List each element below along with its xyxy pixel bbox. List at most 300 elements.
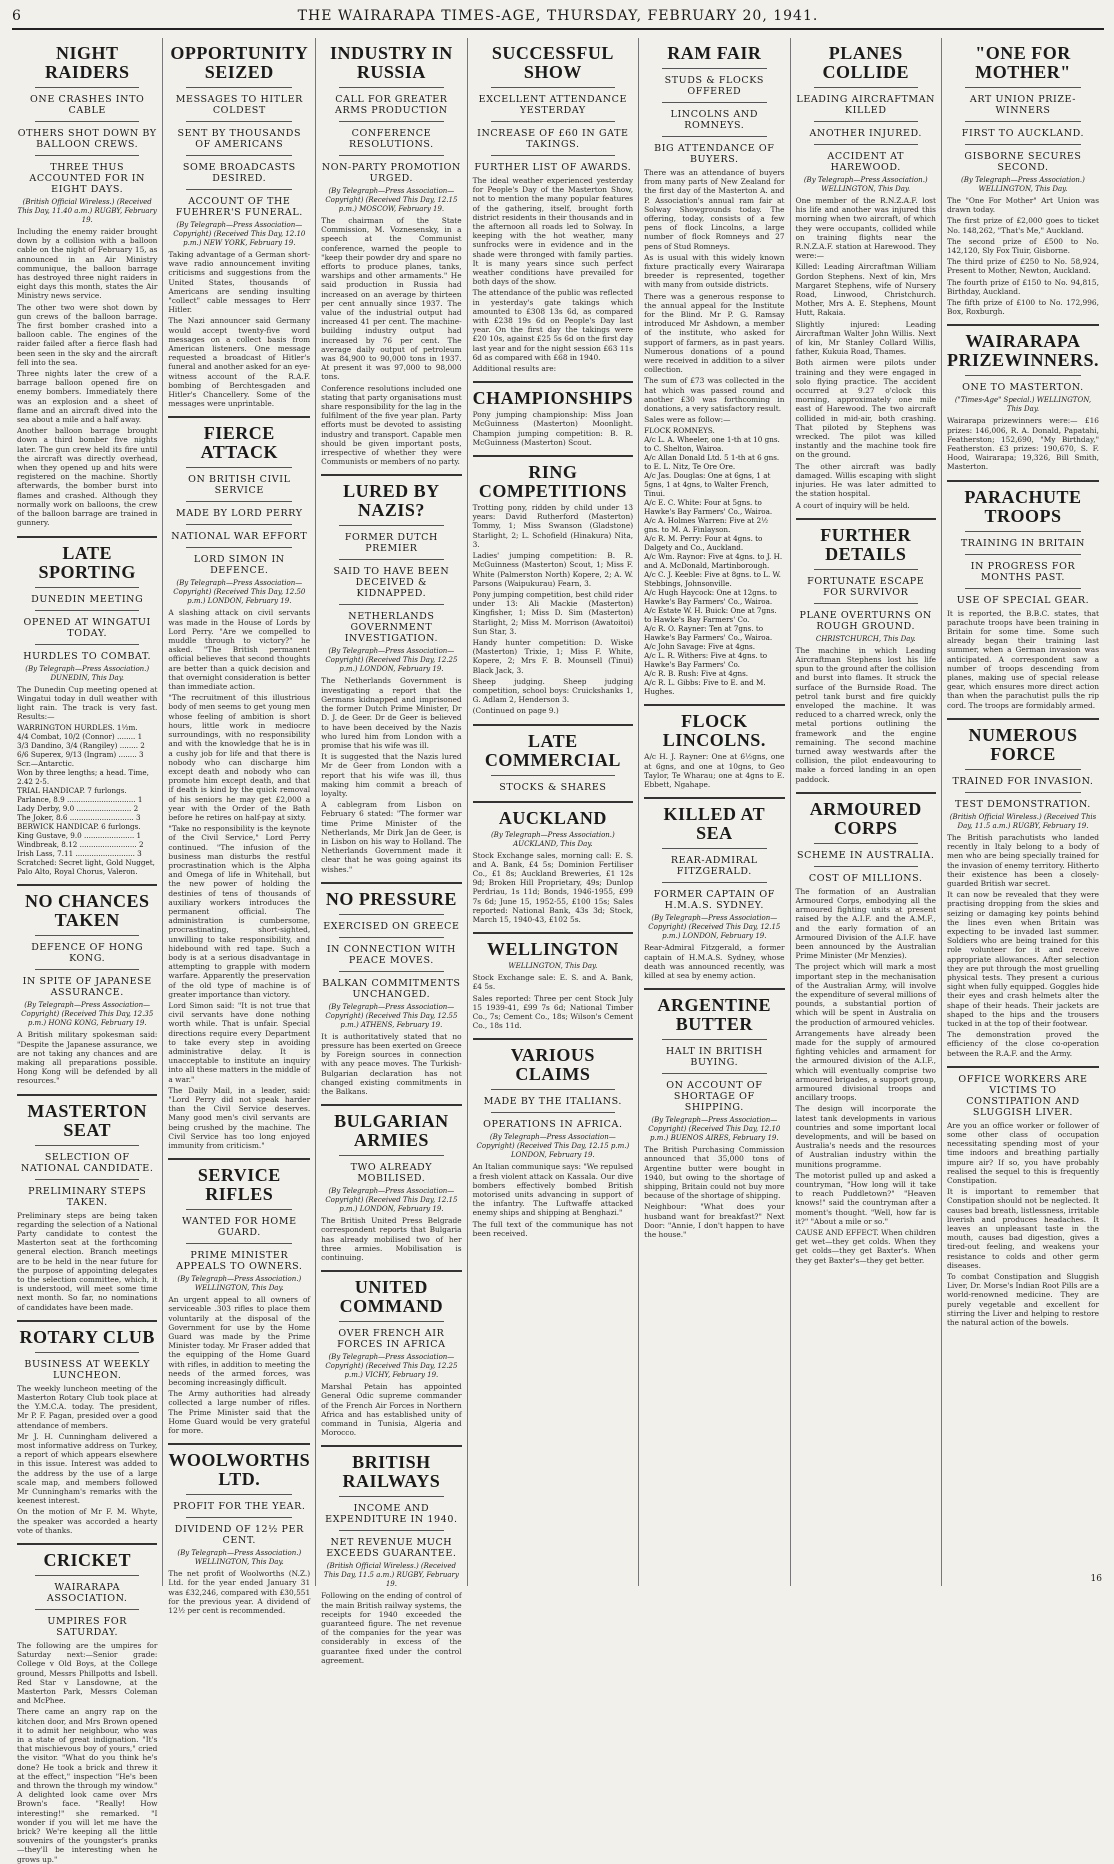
subhead-rule [186, 155, 292, 156]
article [644, 797, 784, 980]
subhead-rule [186, 189, 292, 190]
subhead-rule [814, 866, 918, 867]
body-paragraph: The motorist pulled up and asked a countryman, "How long will it take to reach Puddletown?" "Heaven knows!" said the countryman after a moment's thought. "Well, how far is it?" "About a mile or so." [795, 1170, 936, 1226]
body-paragraph: The Netherlands Government is investigating a report that the Germans kidnapped and imprisoned the former Dutch Prime Minister, Dr D. J. de Geer. Dr de Geer is believed to have been deceived by the Nazis who lured him from London with a promise that his wife was ill. [321, 676, 462, 750]
body-paragraph: Stock Exchange sales, morning call: E. S. and A. Bank, £4 5s; Dominion Fertiliser Co., £1 8s; Auckland Breweries, £1 12s 9d; Broken Hill Proprietary, 49s; Dunlop Perdriau, 1s 11d; Bonds, 1946-1955, £99 7s 6d; June 15, 1952-55, £100 15s; Sales reported: National Bank, 43s 3d; Stock, March 15, 1940-43, £102 5s. [472, 850, 634, 924]
subhead-rule [339, 1321, 443, 1322]
subhead-rule [814, 843, 918, 844]
section-divider [473, 724, 634, 726]
column-5 [639, 38, 790, 1586]
headline: KILLED AT SEA [663, 804, 766, 844]
body-paragraph: Three nights later the crew of a barrage balloon opened fire on enemy bombers. Immediately there was an explosion and a sheet of flame and an aircraft dived into the sea about a mile and a half away. [17, 369, 158, 425]
subheadline: DUNEDIN MEETING [31, 593, 144, 605]
body-paragraph: The following are the umpires for Saturday next:—Senior grade: College v Old Boys, at the College ground, Messrs Phillpotts and Isbell. Red Star v Lansdowne, at the Masterton Park, Messrs Coleman and McPhee. [17, 1641, 158, 1706]
subheadline: FORTUNATE ESCAPE FOR SURVIVOR [807, 575, 925, 598]
subhead-rule [965, 87, 1081, 88]
subhead-rule [339, 914, 443, 915]
body-paragraph: The design will incorporate the latest tank developments in various countries and some important local developments, and will be based on Australia's needs and the resources of Australian industry within the munitions programme. [795, 1104, 936, 1169]
subheadline: PLANE OVERTURNS ON ROUGH GROUND. [799, 609, 932, 632]
subheadline: LEADING AIRCRAFTMAN KILLED [796, 94, 936, 116]
dateline: (British Official Wireless.) (Received This Day, 11.5 a.m.) RUGBY, February 19. [949, 812, 1097, 830]
body-paragraph: The fourth prize of £150 to No. 94,815, Birthday, Auckland. [946, 277, 1099, 296]
dateline: (By Telegraph—Press Association—Copyright) (Received This Day, 12.15 p.m.) LONDON, February 19. [476, 1133, 630, 1160]
subheadline: STUDS & FLOCKS OFFERED [664, 75, 765, 97]
result-line: A/c Estate W. H. Buick: One at 7gns. to Hawke's Bay Farmers' Co. [644, 606, 777, 625]
dateline: (By Telegraph—Press Association.) DUNEDIN, This Day. [25, 664, 150, 682]
result-line: Lady Derby, 9.0 ........................ 2 [17, 804, 139, 814]
subheadline: ACCOUNT OF THE FUEHRER'S FUNERAL. [175, 196, 303, 218]
subhead-rule [35, 121, 139, 122]
subheadline: REAR-ADMIRAL FITZGERALD. [670, 855, 758, 878]
result-line: A/c Wm. Raynor: Five at 4gns. to J. H. and A. McDonald, Martinborough. [644, 552, 783, 571]
headline: PARACHUTE TROOPS [964, 486, 1082, 526]
section-divider [473, 801, 634, 803]
dateline: (British Official Wireless.) (Received This Day, 11.5 a.m.) RUGBY, February 19. [323, 1562, 459, 1589]
article [321, 44, 461, 466]
subhead-rule [35, 1145, 139, 1146]
dateline: (By Telegraph—Press Association.) AUCKLAND, This Day. [490, 830, 615, 848]
section-divider [168, 1443, 310, 1445]
subheadline: EXERCISED ON GREECE [323, 920, 460, 932]
result-line: 3/3 Dandino, 3/4 (Rangiley) ........ 2 [17, 741, 145, 751]
article [947, 324, 1099, 471]
headline: PLANES COLLIDE [822, 43, 909, 82]
article [17, 536, 157, 877]
headline: NUMEROUS FORCE [968, 724, 1078, 764]
subhead-rule [35, 87, 139, 88]
subhead-rule [186, 524, 292, 525]
body-paragraph: Conference resolutions included one stating that party organisations must share responsibility for the lag in the fulfilment of the five year plan. Party efforts must be devoted to assisting industry and transport. Capable men should be given important posts, irrespective of whether they were Communists or members of no party. [321, 383, 462, 467]
body-paragraph: Rear-Admiral Fitzgerald, a former captain of H.M.A.S. Sydney, whose death was announced recently, was killed at sea by enemy action. [644, 943, 785, 980]
dateline: (By Telegraph—Press Association—Copyright) (Received This Day, 12.55 p.m.) ATHENS, February 19. [325, 1002, 458, 1029]
dateline: (By Telegraph—Press Association.) WELLINGTON, This Day. [177, 1549, 302, 1567]
body-paragraph: "Take no responsibility is the keynote of the Civil Service," Lord Perry continued. "The infusion of the business man disturbs the restful procrastination which is the Alpha and Omega of life in Whitehall, but the new power of holding the destinies of tens of thousands of auxiliary workers introduces the permanent official. The administration is cumbersome, procrastinating, short-sighted, unwilling to take responsibility, and hidebound with red tape. Such a body is at a serious disadvantage in attempting to grapple with modern warfare. Apparently the preservation of the old type of machine is of greater importance than victory. [168, 824, 311, 999]
result-line: BERWICK HANDICAP. 6 furlongs. [17, 822, 141, 832]
subhead-rule [339, 1530, 443, 1531]
subhead-rule [186, 1494, 292, 1495]
body-paragraph: The fifth prize of £100 to No. 172,996, Box, Roxburgh. [946, 298, 1099, 317]
subheadline: NATIONAL WAR EFFORT [171, 531, 308, 543]
section-divider [796, 518, 936, 520]
subhead-rule [965, 144, 1081, 145]
results-list [17, 723, 157, 876]
subheadline: NET REVENUE MUCH EXCEEDS GUARANTEE. [326, 1537, 457, 1560]
article [796, 44, 936, 510]
body-paragraph: Ladies' jumping competition: B. R. McGuinness (Masterton) Scout, 1; Miss F. White (Palmerston North) Kopere, 2; A. W. Parsons (Waipukurau) Fearn, 3. [472, 551, 634, 588]
article [17, 44, 157, 528]
dateline: CHRISTCHURCH, This Day. [815, 634, 916, 643]
section-divider [796, 792, 936, 794]
subheadline: HURDLES TO COMBAT. [23, 650, 152, 662]
article [473, 724, 634, 793]
body-paragraph: Arrangements have already been made for the supply of armoured fighting vehicles and armament for the armoured division of the A.I.F., which will eventually comprise two armoured brigades, a support group, armoured divisional troops and ancillary troops. [795, 1028, 936, 1103]
masthead-title: THE WAIRARAPA TIMES-AGE, THURSDAY, FEBRUARY 20, 1941. [297, 8, 819, 24]
article [644, 988, 784, 1239]
result-line: Parlance, 8.9 .............................. 1 [17, 795, 143, 805]
headline: FLOCK LINCOLNS. [662, 711, 766, 751]
headline: ROTARY CLUB [19, 1326, 155, 1347]
dateline: (By Telegraph—Press Association—Copyright) (Received This Day, 12.15 p.m.) MOSCOW, February 19. [325, 187, 458, 213]
body-paragraph: The other two were shot down by gun crews of the balloon barrage. The first bomber crashed into a balloon cable. The engines of the raider failed after a fierce flash had been seen in the sky and the aircraft fell into the sea. [17, 302, 158, 367]
result-line: A/c Hugh Haycock: One at 12gns. to Hawke's Bay Farmers' Co., Wairoa. [644, 588, 777, 607]
subheadline: OPERATIONS IN AFRICA. [483, 1119, 623, 1131]
subheadline: ONE TO MASTERTON. [962, 382, 1084, 394]
body-paragraph: Stock Exchange sale: E. S. and A. Bank, £4 5s. [472, 973, 634, 992]
result-line: Won by three lengths; a head. Time, 2.42 2-5. [17, 768, 149, 787]
body-paragraph: The first prize of £2,000 goes to ticket No. 148,262, "That's Me," Auckland. [946, 216, 1099, 235]
body-paragraph: Preliminary steps are being taken regarding the selection of a National Party candidate to contest the Masterton seat at the forthcoming general election. Branch meetings are to be held in the near future for the purpose of appointing delegates to the selection committee, which, it is understood, will meet some time next month. So far, no nominations of candidates have been made. [17, 1210, 158, 1312]
body-paragraph: Wairarapa prizewinners were:— £16 prizes: 146,006, R. A. Donald, Papatahi, Featherston; 152,690, "My Birthday," Featherston. £3 prizes: 190,670, S. F. Hood, Wairarapa; 19,326, Bill Smith, Masterton. [946, 416, 1099, 472]
subhead-rule [491, 87, 616, 88]
headline: WAIRARAPA PRIZEWINNERS. [946, 331, 1099, 371]
subhead-rule [662, 68, 766, 69]
article [473, 44, 634, 373]
dateline: WELLINGTON, This Day. [508, 962, 598, 971]
subhead-rule [814, 603, 918, 604]
article [168, 416, 310, 1150]
subheadline: ON BRITISH CIVIL SERVICE [188, 474, 291, 497]
subhead-rule [186, 121, 292, 122]
subhead-rule [186, 501, 292, 502]
dateline: (By Telegraph—Press Association—Copyright) (Received This Day, 12.50 p.m.) LONDON, February 19. [173, 579, 306, 606]
subheadline: SENT BY THOUSANDS OF AMERICANS [177, 128, 302, 150]
subheadline: NON-PARTY PROMOTION URGED. [321, 162, 461, 184]
body-paragraph: A cablegram from Lisbon on February 6 stated: "The former war time Prime Minister of the Netherlands, Mr Dirk Jan de Geer, is in Lisbon on his way to Holland. The Netherlands Government made it clear that he was going against its wishes." [321, 800, 462, 874]
subheadline: PRELIMINARY STEPS TAKEN. [28, 1185, 147, 1208]
subhead-rule [965, 375, 1081, 376]
body-paragraph: Additional results are: [472, 364, 557, 374]
body-paragraph: It is reported, the B.B.C. states, that parachute troops have been training in Britain for some time. Some such already began their training last summer, when a German invasion was anticipated. A correspondent saw a number of troops descending from planes, making use of special release gear, which ensures more direct action than when the parachutist pulls the rip cord. The troops are formidably armed. [946, 608, 1099, 710]
subhead-rule [965, 588, 1081, 589]
result-line: A/c Jas. Douglas: One at 6gns, 1 at 5gns, 1 at 4gns, to Walter French, Tinui. [644, 471, 771, 499]
subhead-rule [662, 1039, 766, 1040]
article [17, 1543, 157, 1864]
result-line: A/c R. M. Perry: Four at 4gns. to Dalgety and Co., Auckland. [644, 534, 763, 553]
subheadline: OPENED AT WINGATUI TODAY. [23, 616, 151, 639]
dateline: (By Telegraph—Press Association.) WELLINGTON, This Day. [803, 176, 928, 193]
section-divider [321, 474, 461, 476]
subhead-rule [35, 1575, 139, 1576]
article [321, 882, 461, 1096]
dateline: (By Telegraph—Press Association—Copyright) (Received This Day, 12.10 p.m.) NEW YORK, February 19. [173, 221, 306, 247]
subheadline: EXCELLENT ATTENDANCE YESTERDAY [478, 94, 628, 116]
body-paragraph: Including the enemy raider brought down by a collision with a balloon cable on the night of February 15, as announced in an Air Ministry communique, the balloon barrage has destroyed three night raiders in eight days this month, states the Air Ministry news service. [17, 227, 158, 301]
body-paragraph: Handy hunter competition: D. Wiske (Masterton) Trixie, 1; Miss F. White, Kopere, 2; Mrs F. B. Mounsell (Tinui) Black Jack, 3. [472, 637, 634, 675]
headline: FURTHER DETAILS [820, 524, 912, 564]
result-line: Scr.—Antarctic. [17, 759, 75, 769]
dateline: (By Telegraph—Press Association.) WELLINGTON, This Day. [961, 176, 1085, 193]
section-divider [17, 1320, 157, 1322]
article [473, 381, 634, 447]
subheadline: SCHEME IN AUSTRALIA. [797, 849, 935, 861]
subheadline: TWO ALREADY MOBILISED. [350, 1162, 433, 1185]
article [644, 44, 784, 696]
section-divider [473, 455, 634, 457]
subheadline: WAIRARAPA ASSOCIATION. [46, 1582, 128, 1605]
headline: AUCKLAND [498, 807, 607, 828]
subheadline: FORMER DUTCH PREMIER [344, 532, 438, 555]
headline: NO PRESSURE [325, 888, 457, 909]
subhead-rule [339, 937, 443, 938]
subheadline: GISBORNE SECURES SECOND. [964, 151, 1082, 173]
subheadline: HALT IN BRITISH BUYING. [665, 1046, 763, 1069]
body-paragraph: The British United Press Belgrade correspondent reports that Bulgaria has already mobilised two of her three armies. Mobilisation is continuing. [321, 1216, 462, 1262]
dateline: (By Telegraph—Press Association—Copyright) (Received This Day, 12.15 p.m.) LONDON, February 19. [325, 1187, 458, 1214]
section-divider [168, 416, 310, 418]
subhead-rule [662, 102, 766, 103]
result-line: A/c E. C. White: Four at 5gns. to Hawke's Bay Farmers' Co., Wairoa. [644, 498, 773, 517]
column-3 [316, 38, 467, 1665]
article [947, 480, 1099, 710]
section-divider [473, 1038, 634, 1040]
result-line: A/c L. R. Withers: Five at 4gns. to Hawke's Bay Farmers' Co. [644, 651, 768, 670]
subheadline: LINCOLNS AND ROMNEYS. [670, 109, 759, 131]
headline: WOOLWORTHS LTD. [168, 1450, 311, 1490]
body-paragraph: Sales were as follow:— [644, 415, 731, 425]
subhead-rule [339, 121, 443, 122]
subheadline: WANTED FOR HOME GUARD. [181, 1216, 297, 1239]
body-paragraph: CAUSE AND EFFECT. When children get wet—they get colds. When they get colds—they get Baxter's. When they get Baxter's—they get better. [795, 1228, 936, 1265]
article [947, 44, 1099, 316]
subheadline: DIVIDEND OF 12½ PER CENT. [174, 1524, 304, 1547]
body-paragraph: There came an angry rap on the kitchen door, and Mrs Brown opened it to admit her neighbour, who was in a state of great indignation. "It's that mischievous boy of yours," cried the visitor. "What do you think he's done? He took a brick and threw it at the effect," inspection "He's been and thrown the through my window." A delighted look came over Mrs Brown's face. "Really! How interesting!" she remarked. "I wonder if you will let me have the brick? We're keeping all the little souvenirs of the youngster's pranks—they'll be interesting when he grows up." [17, 1707, 158, 1864]
subhead-rule [35, 644, 139, 645]
subheadline: SAID TO HAVE BEEN DECEIVED & KIDNAPPED. [333, 566, 450, 600]
headline: LATE SPORTING [38, 542, 136, 582]
subheadline: BALKAN COMMITMENTS UNCHANGED. [322, 977, 461, 1000]
body-paragraph: To combat Constipation and Sluggish Liver, Dr. Morse's Indian Root Pills are a world-renowned medicine. They are purely vegetable and excellent for stirring the Liver and helping to restore the natural action of the bowels. [946, 1272, 1099, 1328]
headline: UNITED COMMAND [339, 1277, 444, 1317]
dateline: (By Telegraph—Press Association—Copyright) (Received This Day, 12.35 p.m.) HONG KONG, February 19. [21, 1001, 154, 1028]
body-paragraph: Both airmen were pilots under training and they were engaged in solo flying practice. The accident occurred at 9.27 o'clock this morning, approximately one mile east of Harewood. The two aircraft collided in mid-air, both crashing. That piloted by Stephens was wrecked. The pilot was killed instantly and the machine took fire on the ground. [795, 358, 936, 460]
headline: LURED BY NAZIS? [343, 481, 440, 521]
article [473, 455, 634, 715]
headline: RING COMPETITIONS [478, 462, 627, 502]
dateline: (British Official Wireless.) (Received This Day, 11.40 a.m.) RUGBY, February 19. [17, 198, 157, 224]
result-line: FLOCK ROMNEYS. [644, 426, 715, 436]
dateline: ("Times-Age" Special.) WELLINGTON, This Day. [954, 396, 1092, 414]
subhead-rule [339, 1155, 443, 1156]
subhead-rule [186, 467, 292, 468]
result-line: King Gustave, 9.0 ...................... 1 [17, 831, 142, 841]
body-paragraph: It is suggested that the Nazis lured Mr de Geer from London with a report that his wife was ill, thus making him commit a breach of loyalty. [321, 752, 462, 798]
subhead-rule [186, 1243, 292, 1244]
section-divider [17, 1094, 157, 1096]
body-paragraph: Trotting pony, ridden by child under 13 years: David Rutherford (Masterton) Tommy, 1; Miss Swanson (Gladstone) Starlight, 2; L. Schofield (Hinakura) Nita, 3. [472, 503, 634, 549]
result-line: A/c John Savage: Five at 4gns. [644, 642, 756, 652]
headline: BULGARIAN ARMIES [334, 1111, 449, 1151]
article [168, 1158, 310, 1435]
body-paragraph: Another balloon barrage brought down a third bomber five nights later. The gun crew held its fire until the aircraft was directly overhead, when they opened up and hits were registered on the machine. Shortly afterwards, the bomber burst into flames and crashed. Although they normally work on balloons, the crew of the balloon barrage are trained in gunnery. [17, 426, 158, 528]
section-divider [17, 1543, 157, 1545]
body-paragraph: The ideal weather experienced yesterday for People's Day of the Masterton Show, not to mention the many popular features of the gathering, itself, brought forth district residents in their thousands and in the afternoon all roads led to Solway. In keeping with the hot weather, many sunfrocks were in evidence and in the shade were thronged with family parties. It is many years since such perfect weather conditions have prevailed for both days of the show. [472, 176, 634, 287]
headline: VARIOUS CLAIMS [510, 1045, 595, 1085]
subhead-rule [186, 1209, 292, 1210]
section-divider [644, 704, 784, 706]
subheadline: INCREASE OF £60 IN GATE TAKINGS. [477, 128, 629, 150]
headline: OPPORTUNITY SEIZED [170, 43, 309, 82]
body-paragraph: The demonstration proved the efficiency of the close co-operation between the R.A.F. and the Army. [946, 1030, 1099, 1058]
article [321, 1445, 461, 1665]
subheadline: UMPIRES FOR SATURDAY. [47, 1616, 128, 1639]
result-line: 4/4 Combat, 10/2 (Connor) ........ 1 [17, 732, 143, 742]
subhead-rule [491, 775, 616, 776]
subheadline: BUSINESS AT WEEKLY LUNCHEON. [24, 1358, 150, 1381]
body-paragraph: The net profit of Woolworths (N.Z.) Ltd. for the year ended January 31 was £32,246, compared with £30,551 for the previous year. A dividend of 12½ per cent is recommended. [168, 1569, 311, 1616]
subheadline: USE OF SPECIAL GEAR. [956, 594, 1090, 606]
body-paragraph: Pony jumping competition, best child rider under 13: Ali Mackie (Masterton) Kingfisher, 1; Miss D. Sim (Masterton) Starlight, 2; Miss M. Morrison (Awatoitoi) Sun Star, 3. [472, 589, 634, 636]
section-divider [947, 480, 1099, 482]
body-paragraph: Mr J. H. Cunningham delivered a most informative address on Turkey, a report of which appears elsewhere in this issue. Interest was added to the address by the use of a large scale map, and members followed Mr Cunningham's remarks with the keenest interest. [17, 1431, 158, 1506]
section-divider [473, 932, 634, 934]
subheadline: TEST DEMONSTRATION. [955, 798, 1091, 810]
section-divider [321, 1445, 461, 1447]
body-paragraph: "The recruitment of this illustrious body of men seems to get young men whose feeling of ambition is short hours, little work in mediocre surroundings, with no responsibility and with the knowledge that he is in a cushy job for life and that there is nobody who can discharge him except death and nobody who can promote him except death, and that if death is kind by the quick removal of his seniors he may get £2,000 a year with the Order of the Bath before he retires on half-pay at sixty. [168, 693, 311, 822]
result-line: A/c A. Holmes Warren: Five at 2½ gns. to M. A. Finlayson. [644, 516, 769, 535]
columns-container [12, 38, 1104, 1864]
section-divider [473, 381, 634, 383]
result-line: A/c C. J. Keeble: Five at 8gns. to L. W. Stebbings, Johnsonville. [644, 570, 781, 589]
body-paragraph: A court of inquiry will be held. [795, 500, 910, 510]
article [168, 44, 310, 408]
subhead-rule [339, 559, 443, 560]
body-paragraph: A/c H. J. Rayner: One at 6½gns, one at 6gns, and one at 10gns, to Geo Taylor, Te Wharau; one at 4gns to E. Ebbett, Ngahape. [644, 752, 785, 790]
subhead-rule [35, 1609, 139, 1610]
column-6 [791, 38, 942, 1586]
subhead-rule [35, 610, 139, 611]
body-paragraph: It can now be revealed that they were practising dropping from the skies and seizing or damaging key points behind the lines even when Britain was expecting to be invaded last summer. Soldiers who are being trained for this role volunteer for it and receive appropriate allowances. After selection they are put through the most gruelling physical tests. They present a curious sight when fully equipped. Goggles hide their eyes and crash helmets alter the shape of their heads. Their jackets are shaped to the hips and the trousers tucked in at the top of their footwear. [946, 890, 1099, 1028]
subhead-rule [814, 121, 918, 122]
subhead-rule [35, 1179, 139, 1180]
subheadline: TRAINING IN BRITAIN [960, 537, 1086, 549]
article [473, 932, 634, 1030]
body-paragraph: (Continued on page 9.) [472, 706, 559, 716]
section-divider [947, 1066, 1099, 1068]
body-paragraph: A British military spokesman said: "Despite the Japanese assurance, we are not taking any chances and are making all preparations possible. Hong Kong will be defended by all resources." [17, 1030, 158, 1086]
subhead-rule [491, 121, 616, 122]
article [17, 1320, 157, 1535]
headline: NO CHANCES TAKEN [24, 891, 150, 931]
body-paragraph: There was an attendance of buyers from many parts of New Zealand for the first day of the Masterton A. and P. Association's annual ram fair at Solway Showgrounds today. The offering, today, consists of a few pens of flock Lincolns, a large number of flock Romneys and 27 pens of Stud Romneys. [644, 168, 785, 251]
article [947, 718, 1099, 1058]
body-paragraph: It is important to remember that Constipation should not be neglected. It causes bad breath, listlessness, irritable liverish and produces headaches. It leaves an unpleasant taste in the mouth, causes bad digestion, gives a tired-out feeling, and weakens your resistance to colds and other germ diseases. [946, 1187, 1099, 1270]
result-line: A/c Allan Donald Ltd. 5 1-th at 6 gns. to E. L. Nitz, Te Ore Ore. [644, 453, 780, 472]
article [321, 1104, 461, 1262]
page-number: 6 [12, 8, 22, 24]
subheadline: ANOTHER INJURED. [809, 128, 923, 139]
subheadline: MESSAGES TO HITLER COLDEST [175, 94, 303, 116]
subheadline: TRAINED FOR INVASION. [952, 775, 1094, 787]
subhead-rule [35, 969, 139, 970]
subheadline: ART UNION PRIZE-WINNERS [969, 94, 1077, 116]
subhead-rule [662, 848, 766, 849]
subhead-rule [35, 155, 139, 156]
subhead-rule [339, 604, 443, 605]
subheadline: ACCIDENT AT HAREWOOD. [827, 151, 905, 173]
subheadline: COST OF MILLIONS. [808, 872, 923, 884]
column-1 [12, 38, 163, 1864]
subhead-rule [965, 554, 1081, 555]
section-divider [321, 882, 461, 884]
dateline: (By Telegraph—Press Association—Copyright) (Received This Day, 12.25 p.m.) LONDON, February 19. [325, 647, 458, 674]
result-line: Irish Lass, 7.11 .......................... 3 [17, 849, 142, 859]
body-paragraph: The Dunedin Cup meeting opened at Wingatui today in dull weather with light rain. The track is very fast. Results:— [17, 684, 158, 722]
result-line: TRIAL HANDICAP. 7 furlongs. [17, 786, 127, 796]
headline: SUCCESSFUL SHOW [491, 43, 614, 82]
article [168, 1443, 310, 1615]
result-line: WARRINGTON HURDLES. 1½m. [17, 723, 138, 733]
results-list [644, 426, 784, 696]
subhead-rule [186, 87, 292, 88]
body-paragraph: Lord Simon said: "It is not true that civil servants have done nothing worth while. That is unfair. Special directions require every Department to take every step in avoiding administrative delay. It is unacceptable to institute an inquiry into all these matters in the middle of a war." [168, 1000, 311, 1084]
subhead-rule [491, 155, 616, 156]
subhead-rule [814, 87, 918, 88]
headline: NIGHT RAIDERS [44, 43, 130, 82]
subhead-rule [491, 1089, 616, 1090]
body-paragraph: Taking advantage of a German short-wave radio announcement inviting criticisms and suggestions from the United States, thousands of Americans are sending insulting "collect" cable messages to Herr Hitler. [168, 250, 311, 315]
dateline: (By Telegraph—Press Association—Copyright) (Received This Day, 12.10 p.m.) BUENOS AIRES, February 19. [648, 1116, 781, 1143]
headline: FIERCE ATTACK [200, 423, 278, 463]
subheadline: SOME BROADCASTS DESIRED. [182, 162, 296, 184]
subhead-rule [35, 935, 139, 936]
article [947, 1066, 1099, 1327]
body-paragraph: Following on the ending of control of the main British railway systems, the receipts for 1940 exceeded the guaranteed figure. The net revenue of the companies for the year was considerably in excess of the guarantee fixed under the control agreement. [321, 1591, 462, 1665]
dateline: (By Telegraph—Press Association.) WELLINGTON, This Day. [177, 1275, 302, 1293]
subheadline: OFFICE WORKERS ARE VICTIMS TO CONSTIPATION AND SLUGGISH LIVER. [958, 1073, 1088, 1118]
subheadline: CALL FOR GREATER ARMS PRODUCTION [335, 94, 448, 116]
headline: WELLINGTON [487, 939, 619, 960]
subhead-rule [339, 1496, 443, 1497]
section-divider [17, 536, 157, 538]
headline: "ONE FOR MOTHER" [975, 43, 1071, 82]
headline: LATE COMMERCIAL [484, 730, 621, 770]
subhead-rule [965, 769, 1081, 770]
body-paragraph: An Italian communique says: "We repulsed a fresh violent attack on Kassala. Our dive bombers effectively bombed British motorised units advancing in support of the infantry. The Luftwaffe attacked enemy ships and shipping at Benghazi." [472, 1162, 634, 1218]
subhead-rule [965, 531, 1081, 532]
headline: ARGENTINE BUTTER [657, 995, 772, 1035]
body-paragraph: One member of the R.N.Z.A.F. lost his life and another was injured this morning when two aircraft, of which they were occupants, collided while on training flights near the R.N.Z.A.F. station at Harewood. They were:— [795, 196, 936, 261]
subheadline: FURTHER LIST OF AWARDS. [474, 162, 632, 173]
subheadline: MADE BY LORD PERRY [176, 508, 303, 520]
subheadline: INCOME AND EXPENDITURE IN 1940. [325, 1503, 458, 1526]
body-paragraph: The chairman of the State Commission, M. Voznesensky, in a speech at the Communist conference, warned the people to "keep their powder dry and spare no efforts to produce planes, tanks, warships and other armaments." He said production in Russia had increased on an average by thirteen per cent annually since 1937. The value of the industrial output had increased 41 per cent. The machine-building industry output had increased by 76 per cent. The average daily output of petroleum was 84,900 to 90,000 tons in 1937. At present it was 97,000 to 98,000 tons. [321, 216, 462, 382]
subhead-rule [339, 87, 443, 88]
column-2 [163, 38, 316, 1616]
headline: INDUSTRY IN RUSSIA [330, 43, 453, 82]
body-paragraph: The Nazi announcer said Germany would accept twenty-five word messages on a collect basis from American listeners. One message requested a broadcast of Hitler's funeral and another asked for an eye-witness account of the R.A.F. bombing of Berchtesgaden and Hitler's Chancellery. Some of the messages were unprintable. [168, 316, 311, 409]
subhead-rule [35, 1352, 139, 1353]
article [321, 1270, 461, 1437]
subhead-rule [814, 569, 918, 570]
section-divider [321, 1270, 461, 1272]
subhead-rule [662, 882, 766, 883]
section-divider [644, 988, 784, 990]
result-line: A/c R. O. Rayner: Ten at 7gns. to Hawke's Bay Farmers' Co., Wairoa. [644, 624, 773, 643]
body-paragraph: On the motion of Mr F. M. Whyte, the speaker was accorded a hearty vote of thanks. [17, 1507, 158, 1535]
subhead-rule [965, 792, 1081, 793]
subheadline: IN PROGRESS FOR MONTHS PAST. [970, 560, 1076, 583]
subheadline: SELECTION OF NATIONAL CANDIDATE. [20, 1151, 154, 1174]
body-paragraph: The British parachutists who landed recently in Italy belong to a body of men who are being specially trained for the invasion of enemy territory. Hitherto their existence has been a closely-guarded British war secret. [946, 832, 1099, 888]
subhead-rule [339, 525, 443, 526]
body-paragraph: The Army authorities had already collected a large number of rifles. The Prime Minister said that the Home Guard would be very grateful for more. [168, 1389, 311, 1436]
subheadline: THREE THUS ACCOUNTED FOR IN EIGHT DAYS. [29, 162, 146, 195]
body-paragraph: The project which will mark a most important step in the mechanisation of the Australian Army, will involve the expenditure of several millions of pounds, a substantial portion of which will be spent in Australia on the production of armoured vehicles. [795, 962, 936, 1027]
result-line: Scratched: Secret light, Gold Nugget, Palo Alto, Royal Chorus, Valeron. [17, 858, 155, 877]
headline: SERVICE RIFLES [197, 1165, 281, 1205]
result-line: A/c R. B. Rush: Five at 4gns. [644, 669, 749, 679]
body-paragraph: Neighbour: "What does your husband want for breakfast?" Next Door: "Annie, I don't happen to have the house." [644, 1202, 785, 1239]
